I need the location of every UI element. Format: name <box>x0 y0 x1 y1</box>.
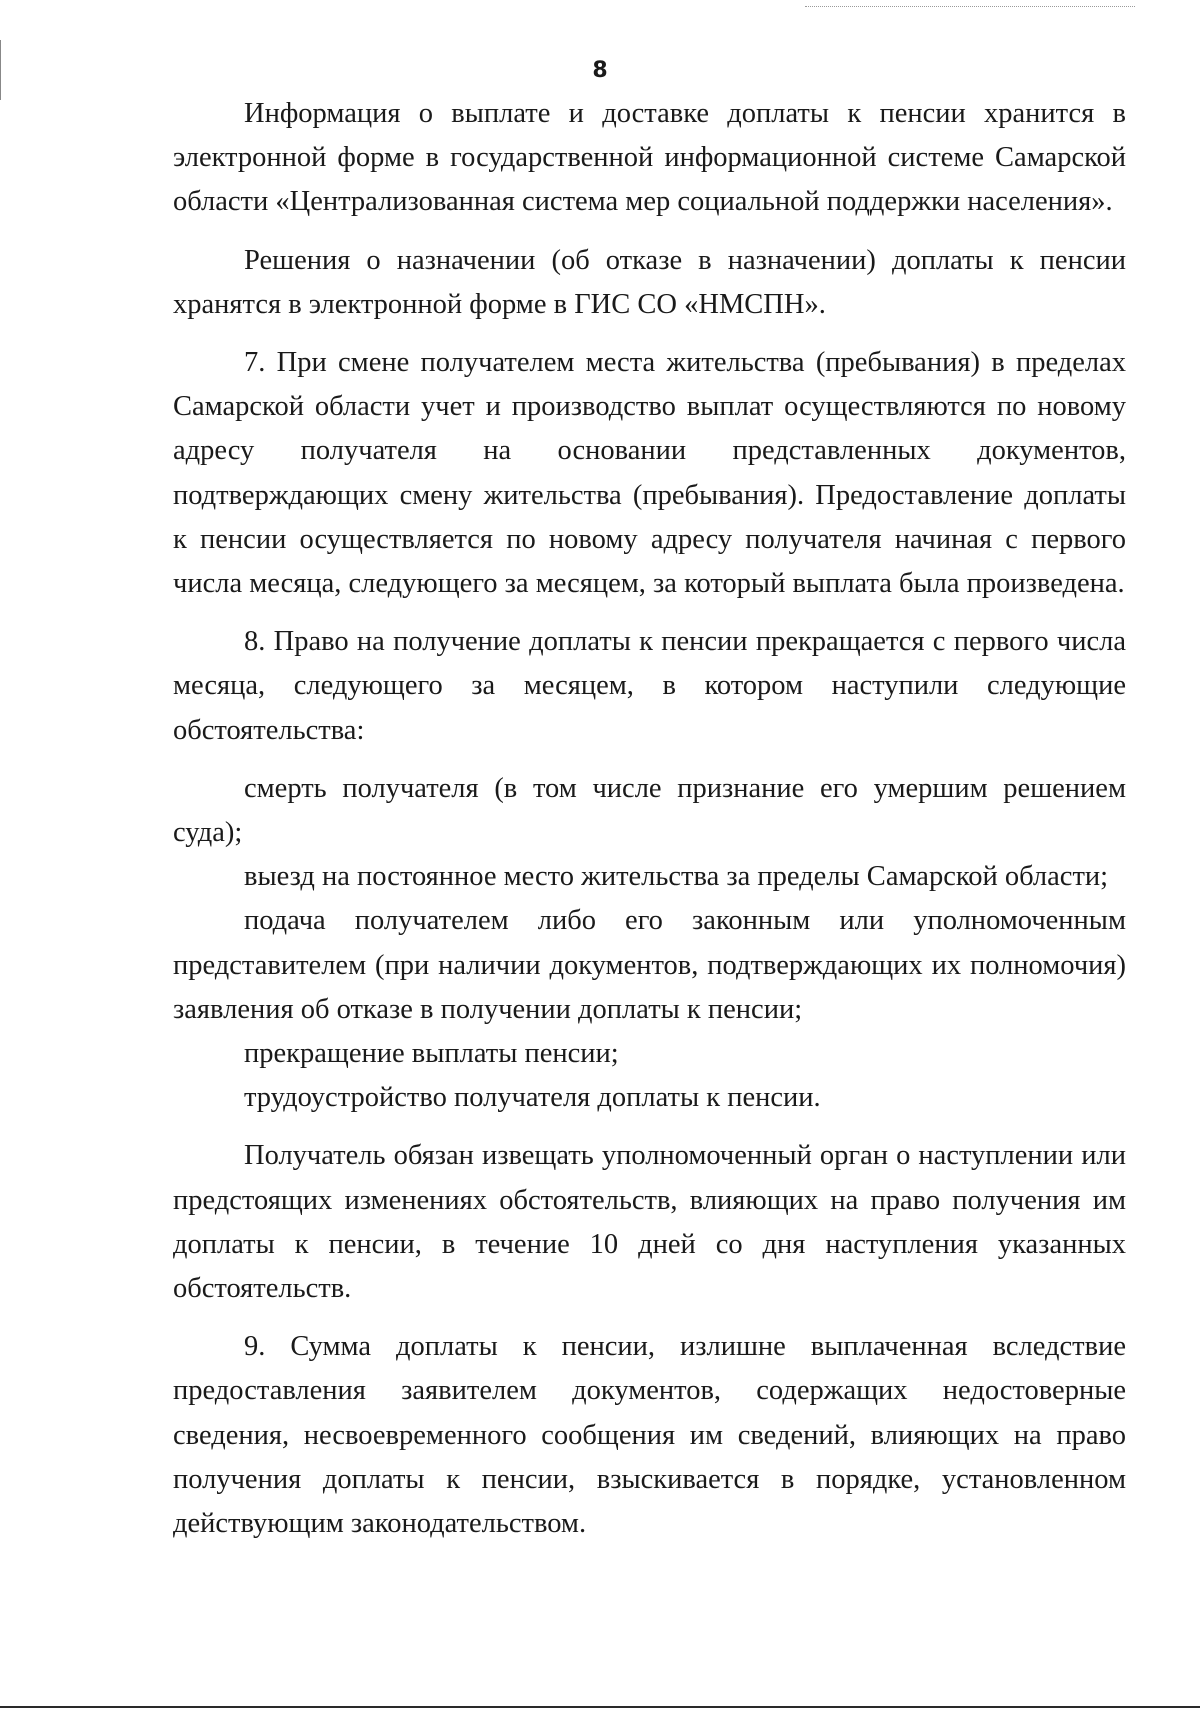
list-item-employment: трудоустройство получателя доплаты к пенсии. <box>244 1082 821 1114</box>
scan-edge-line <box>805 6 1135 7</box>
scan-bottom-edge <box>0 1706 1200 1708</box>
list-item-relocation: выезд на постоянное место жительства за пределы Самарской области; <box>244 861 1109 893</box>
paragraph-obligation: Получатель обязан извещать уполномоченный орган о наступлении или предстоящих изменениях обстоятельств, влияющих на право получения им доплаты к пенсии, в течение 10 дней со дня наступления указанных обстоятельств. <box>173 1140 1126 1305</box>
list-item-refusal: подача получателем либо его законным или уполномоченным представителем (при наличии документов, подтверждающих их полномочия) заявления об отказе в получении доплаты к пенсии; <box>173 905 1126 1025</box>
page-number: 8 <box>592 58 608 83</box>
paragraph-decisions-storage: Решения о назначении (об отказе в назначении) доплаты к пенсии хранятся в электронной форме в ГИС СО «НМСПН». <box>173 244 1126 320</box>
paragraph-clause-9: 9. Сумма доплаты к пенсии, излишне выплаченная вследствие предоставления заявителем документов, содержащих недостоверные сведения, несвоевременного сообщения им сведений, влияющих на право получения доплаты к пенсии, взыскивается в порядке, установленном действующим законодательством. <box>173 1331 1126 1540</box>
paragraph-clause-7: 7. При смене получателем места жительства (пребывания) в пределах Самарской области учет и производство выплат осуществляются по новому адресу получателя на основании представленных документов, подтверждающих смену жительства (пребывания). Предоставление доплаты к пенсии осуществляется по новому адресу получателя начиная с первого числа месяца, следующего за месяцем, за который выплата была произведена. <box>173 347 1126 600</box>
paragraph-clause-8: 8. Право на получение доплаты к пенсии прекращается с первого числа месяца, следующего за месяцем, в котором наступили следующие обстоятельства: <box>173 626 1126 746</box>
paragraph-info-storage: Информация о выплате и доставке доплаты к пенсии хранится в электронной форме в государственной информационной системе Самарской области «Централизованная система мер социальной поддержки населения». <box>173 98 1126 218</box>
list-item-pension-stop: прекращение выплаты пенсии; <box>244 1038 619 1070</box>
document-body <box>173 92 1126 1560</box>
list-item-death: смерть получателя (в том числе признание его умершим решением суда); <box>173 772 1126 849</box>
